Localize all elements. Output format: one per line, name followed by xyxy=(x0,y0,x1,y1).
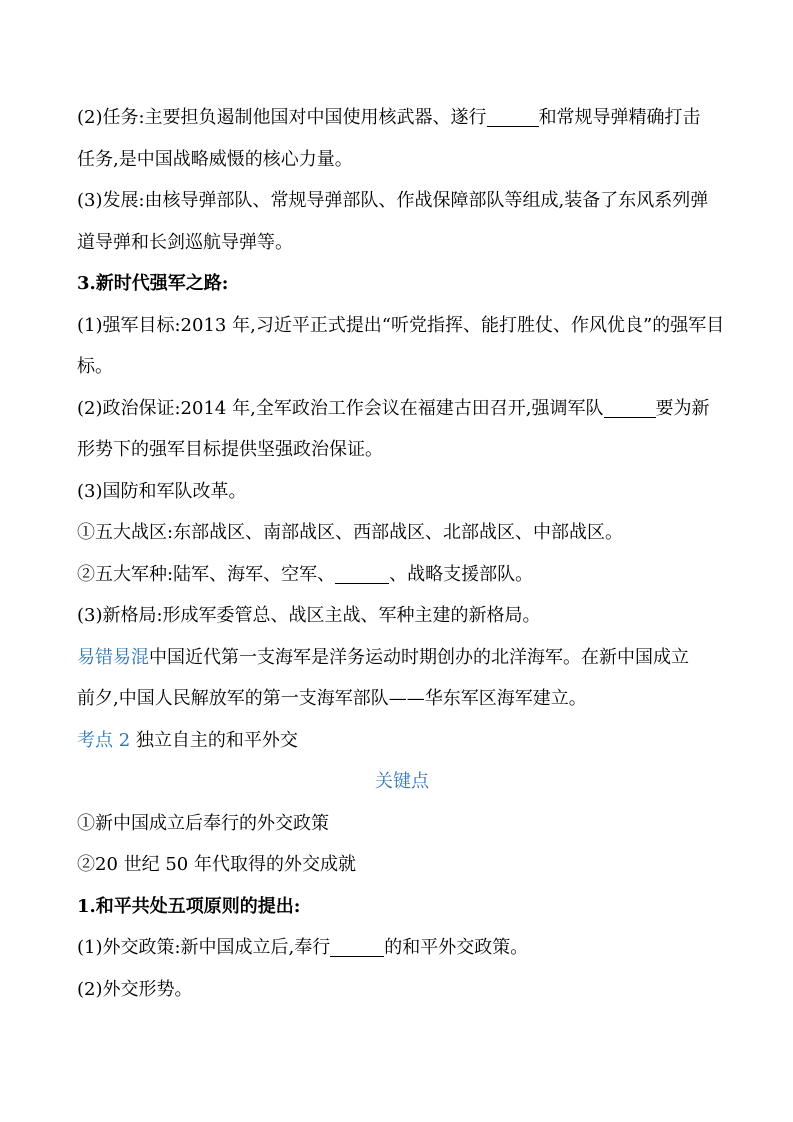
paragraph-common-mistake-cont: 前夕,中国人民解放军的第一支海军部队——华东军区海军建立。 xyxy=(77,688,587,709)
paragraph-new-pattern: (3)新格局:形成军委管总、战区主战、军种主建的新格局。 xyxy=(77,605,541,626)
fill-blank xyxy=(330,936,384,957)
paragraph-foreign-situation: (2)外交形势。 xyxy=(77,978,193,1000)
key-points-heading: 关键点 xyxy=(375,771,429,792)
key-point-item: ①新中国成立后奉行的外交政策 xyxy=(77,812,329,834)
tag-exam-point: 考点 2 xyxy=(77,729,131,751)
text-segment: (2)任务:主要担负遏制他国对中国使用核武器、遂行 xyxy=(77,107,487,128)
text-segment: 中国近代第一支海军是洋务运动时期创办的北洋海军。在新中国成立 xyxy=(149,646,689,668)
text-segment: (1)外交政策:新中国成立后,奉行 xyxy=(77,937,331,958)
document-content xyxy=(77,97,727,1010)
list-item-theater-commands: ①五大战区:东部战区、南部战区、西部战区、北部战区、中部战区。 xyxy=(77,522,624,543)
paragraph-strong-army-goal: (1)强军目标:2013 年,习近平正式提出“听党指挥、能打胜仗、作风优良”的强军目 xyxy=(77,314,725,336)
paragraph-foreign-policy xyxy=(77,927,727,969)
paragraph-development: (3)发展:由核导弹部队、常规导弹部队、作战保障部队等组成,装备了东风系列弹 xyxy=(77,190,709,211)
text-segment: 、战略支援部队。 xyxy=(389,563,534,585)
text-segment: 要为新 xyxy=(655,397,710,419)
fill-blank xyxy=(487,106,539,127)
fill-blank xyxy=(604,397,656,418)
paragraph-strong-army-goal-cont: 标。 xyxy=(77,356,113,377)
text-segment: ②五大军种:陆军、海军、空军、 xyxy=(77,563,336,585)
section-heading-strong-army: 3.新时代强军之路: xyxy=(77,273,229,294)
text-segment: 和常规导弹精确打击 xyxy=(538,107,701,128)
list-item-service-branches xyxy=(77,554,727,596)
text-segment: 的和平外交政策。 xyxy=(384,937,529,958)
fill-blank xyxy=(335,563,389,584)
section-heading-five-principles: 1.和平共处五项原则的提出: xyxy=(77,895,301,917)
paragraph-political-guarantee xyxy=(77,388,727,430)
paragraph-task xyxy=(77,97,727,139)
paragraph-common-mistake xyxy=(77,637,727,679)
paragraph-reform: (3)国防和军队改革。 xyxy=(77,480,247,502)
text-segment: (2)政治保证:2014 年,全军政治工作会议在福建古田召开,强调军队 xyxy=(77,397,604,419)
paragraph-political-guarantee-cont: 形势下的强军目标提供坚强政治保证。 xyxy=(77,439,383,460)
exam-point-heading xyxy=(77,720,727,762)
key-point-item: ②20 世纪 50 年代取得的外交成就 xyxy=(77,854,356,875)
paragraph-development-cont: 道导弹和长剑巡航导弹等。 xyxy=(77,231,293,253)
paragraph-task-cont: 任务,是中国战略威慑的核心力量。 xyxy=(77,148,353,170)
tag-common-mistake: 易错易混 xyxy=(77,646,149,668)
exam-point-title: 独立自主的和平外交 xyxy=(130,729,298,751)
